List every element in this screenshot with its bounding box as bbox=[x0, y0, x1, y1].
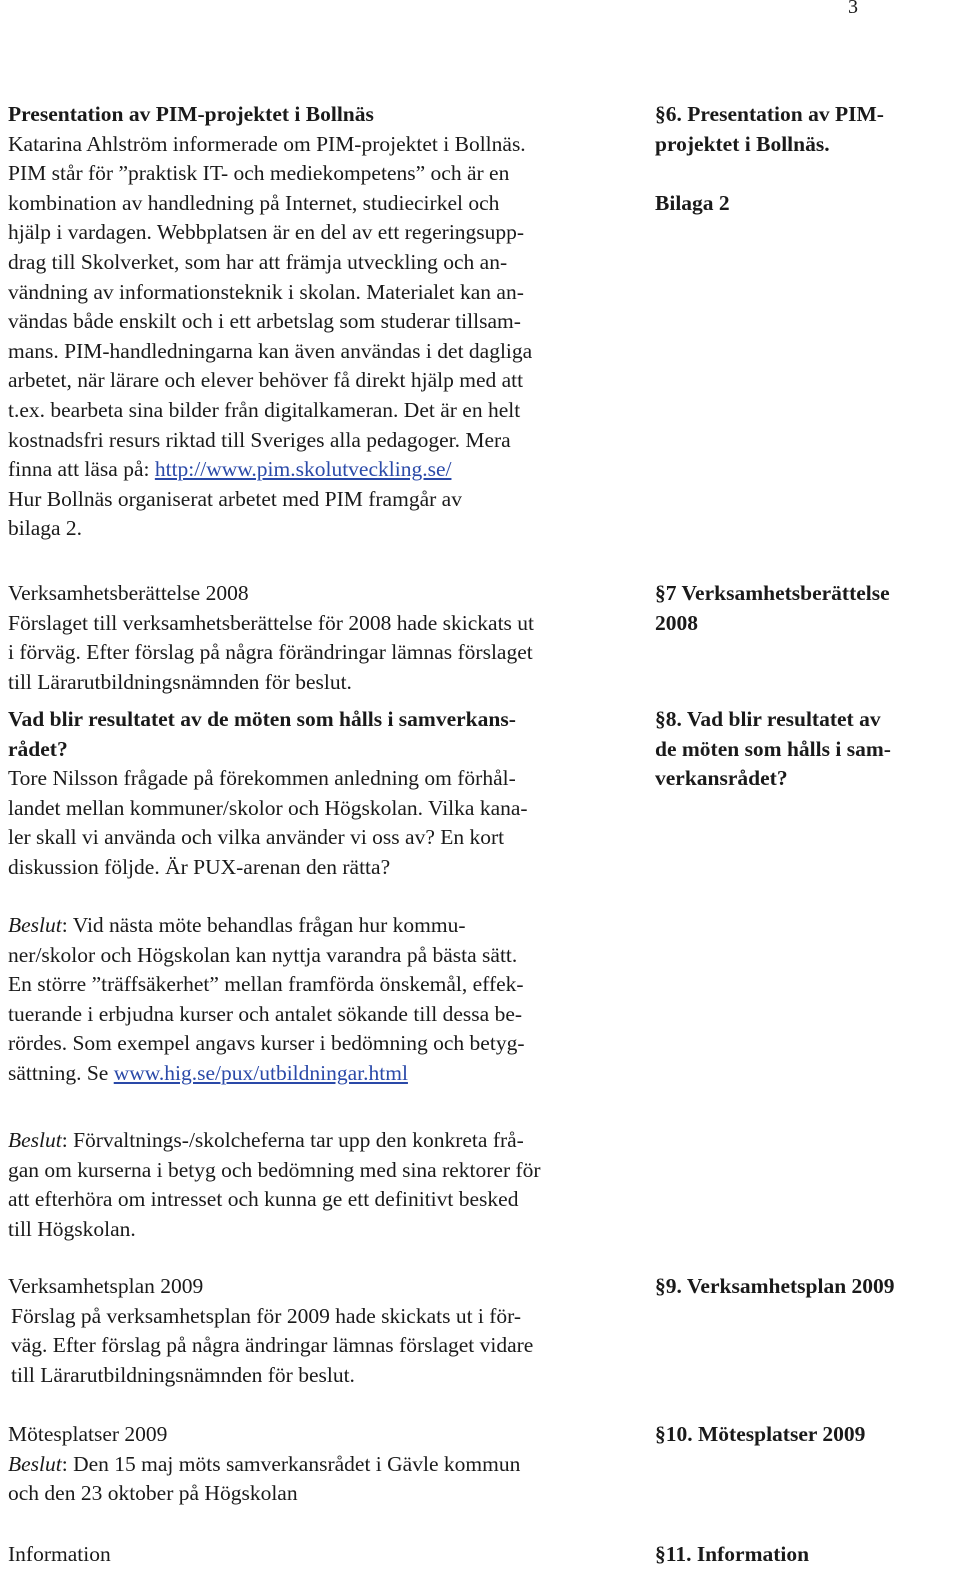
text-line bbox=[8, 1450, 648, 1480]
text-line: hjälp i vardagen. Webbplatsen är en del av ett regeringsupp- bbox=[8, 220, 525, 245]
margin-note-p9 bbox=[655, 1272, 955, 1302]
text-line: till Högskolan. bbox=[8, 1216, 136, 1241]
text-line: att efterhöra om intresset och kunna ge ett definitivt besked bbox=[8, 1187, 519, 1212]
margin-note-line: §9. Verksamhetsplan 2009 bbox=[655, 1274, 895, 1298]
text-line: mans. PIM-handledningarna kan även användas i det dagliga bbox=[8, 338, 533, 363]
text-line: väg. Efter förslag på några ändringar lämnas förslaget vidare bbox=[11, 1333, 534, 1358]
beslut-label: Beslut bbox=[8, 1451, 62, 1476]
text-line: ner/skolor och Högskolan kan nyttja varandra på bästa sätt. bbox=[8, 942, 518, 967]
margin-note-p6 bbox=[655, 100, 955, 218]
margin-note-line: §11. Information bbox=[655, 1542, 810, 1566]
text-line: kombination av handledning på Internet, studiecirkel och bbox=[8, 190, 500, 215]
margin-note-line: projektet i Bollnäs. bbox=[655, 131, 830, 156]
text-line: t.ex. bearbeta sina bilder från digitalkameran. Det är en helt bbox=[8, 397, 521, 422]
text-line: arbetet, när lärare och elever behöver få direkt hjälp med att bbox=[8, 368, 524, 393]
margin-note-line: §7 Verksamhetsberättelse bbox=[655, 581, 890, 605]
text-span: : Förvaltnings-/skolcheferna tar upp den konkreta frå- bbox=[61, 1128, 524, 1152]
text-line: ler skall vi använda och vilka använder vi oss av? En kort bbox=[8, 825, 505, 850]
text-span: : Vid nästa möte behandlas frågan hur kommu- bbox=[61, 913, 466, 937]
section-heading-samverkan: Vad blir resultatet av de möten som hålls i samverkans- bbox=[8, 707, 516, 731]
text-line: till Lärarutbildningsnämnden för beslut. bbox=[11, 1362, 355, 1387]
section-beslut-1 bbox=[8, 911, 648, 1089]
text-line: rördes. Som exempel angavs kurser i bedömning och betyg- bbox=[8, 1031, 525, 1056]
text-line: Förslag på verksamhetsplan för 2009 hade skickats ut i för- bbox=[11, 1303, 522, 1328]
text-line: tuerande i erbjudna kurser och antalet sökande till dessa be- bbox=[8, 1001, 523, 1026]
text-line: Tore Nilsson frågade på förekommen anledning om förhål- bbox=[8, 766, 516, 791]
text-line: Förslaget till verksamhetsberättelse för 2008 hade skickats ut bbox=[8, 610, 535, 635]
text-line: kostnadsfri resurs riktad till Sveriges alla pedagoger. Mera bbox=[8, 427, 511, 452]
text-line: vändning av informationsteknik i skolan. Materialet kan an- bbox=[8, 279, 524, 304]
text-line: drag till Skolverket, som har att främja utveckling och an- bbox=[8, 249, 508, 274]
margin-note-line: verkansrådet? bbox=[655, 766, 788, 791]
text-prefix: sättning. Se bbox=[8, 1060, 114, 1085]
margin-note-line: §6. Presentation av PIM- bbox=[655, 102, 884, 126]
text-line: vändas både enskilt och i ett arbetslag som studerar tillsam- bbox=[8, 309, 521, 334]
margin-note-line: 2008 bbox=[655, 610, 698, 635]
text-span: : Den 15 maj möts samverkansrådet i Gävle kommun bbox=[61, 1451, 521, 1476]
margin-note-p8 bbox=[655, 705, 955, 794]
text-line: diskussion följde. Är PUX-arenan den rätta? bbox=[8, 854, 391, 879]
text-line: Katarina Ahlström informerade om PIM-projektet i Bollnäs. bbox=[8, 131, 526, 156]
section-heading-motesplatser: Mötesplatser 2009 bbox=[8, 1422, 168, 1446]
text-line: PIM står för ”praktisk IT- och mediekompetens” och är en bbox=[8, 161, 510, 186]
margin-note-p10 bbox=[655, 1420, 955, 1450]
text-line bbox=[8, 911, 648, 941]
section-verksamhetsplan bbox=[8, 1272, 648, 1390]
text-line: bilaga 2. bbox=[8, 516, 83, 541]
text-line: i förväg. Efter förslag på några förändringar lämnas förslaget bbox=[8, 640, 533, 665]
pux-link[interactable]: www.hig.se/pux/utbildningar.html bbox=[113, 1060, 408, 1085]
margin-note-p11 bbox=[655, 1540, 955, 1570]
beslut-label: Beslut bbox=[8, 913, 62, 937]
text-line bbox=[8, 1126, 648, 1156]
section-heading-pim: Presentation av PIM-projektet i Bollnäs bbox=[8, 102, 374, 126]
margin-note-attachment: Bilaga 2 bbox=[655, 190, 730, 215]
section-samverkan bbox=[8, 705, 648, 883]
section-pim bbox=[8, 100, 648, 544]
section-heading-samverkan-cont: rådet? bbox=[8, 736, 68, 761]
margin-note-line: §8. Vad blir resultatet av bbox=[655, 707, 881, 731]
beslut-label: Beslut bbox=[8, 1128, 62, 1152]
text-line: En större ”träffsäkerhet” mellan framförda önskemål, effek- bbox=[8, 972, 524, 997]
section-verksamhetsberattelse bbox=[8, 579, 648, 697]
pim-link[interactable]: http://www.pim.skolutveckling.se/ bbox=[154, 457, 452, 482]
section-heading-verksamhetsplan: Verksamhetsplan 2009 bbox=[8, 1274, 204, 1298]
margin-note-p7 bbox=[655, 579, 955, 638]
section-motesplatser bbox=[8, 1420, 648, 1509]
text-line: och den 23 oktober på Högskolan bbox=[8, 1481, 298, 1506]
margin-note-line: de möten som hålls i sam- bbox=[655, 736, 891, 761]
text-line: landet mellan kommuner/skolor och Högskolan. Vilka kana- bbox=[8, 795, 528, 820]
text-line bbox=[8, 455, 648, 485]
text-line bbox=[8, 1059, 648, 1089]
text-line: gan om kurserna i betyg och bedömning med sina rektorer för bbox=[8, 1157, 541, 1182]
page-number: 3 bbox=[848, 0, 858, 18]
section-heading-information: Information bbox=[8, 1542, 111, 1566]
text-line: till Lärarutbildningsnämnden för beslut. bbox=[8, 669, 352, 694]
text-line: Hur Bollnäs organiserat arbetet med PIM framgår av bbox=[8, 486, 462, 511]
section-beslut-2 bbox=[8, 1126, 648, 1244]
text-prefix: finna att läsa på: bbox=[8, 457, 155, 482]
section-information bbox=[8, 1540, 648, 1570]
margin-note-line: §10. Mötesplatser 2009 bbox=[655, 1422, 866, 1446]
section-heading-verksamhetsberattelse: Verksamhetsberättelse 2008 bbox=[8, 581, 249, 605]
